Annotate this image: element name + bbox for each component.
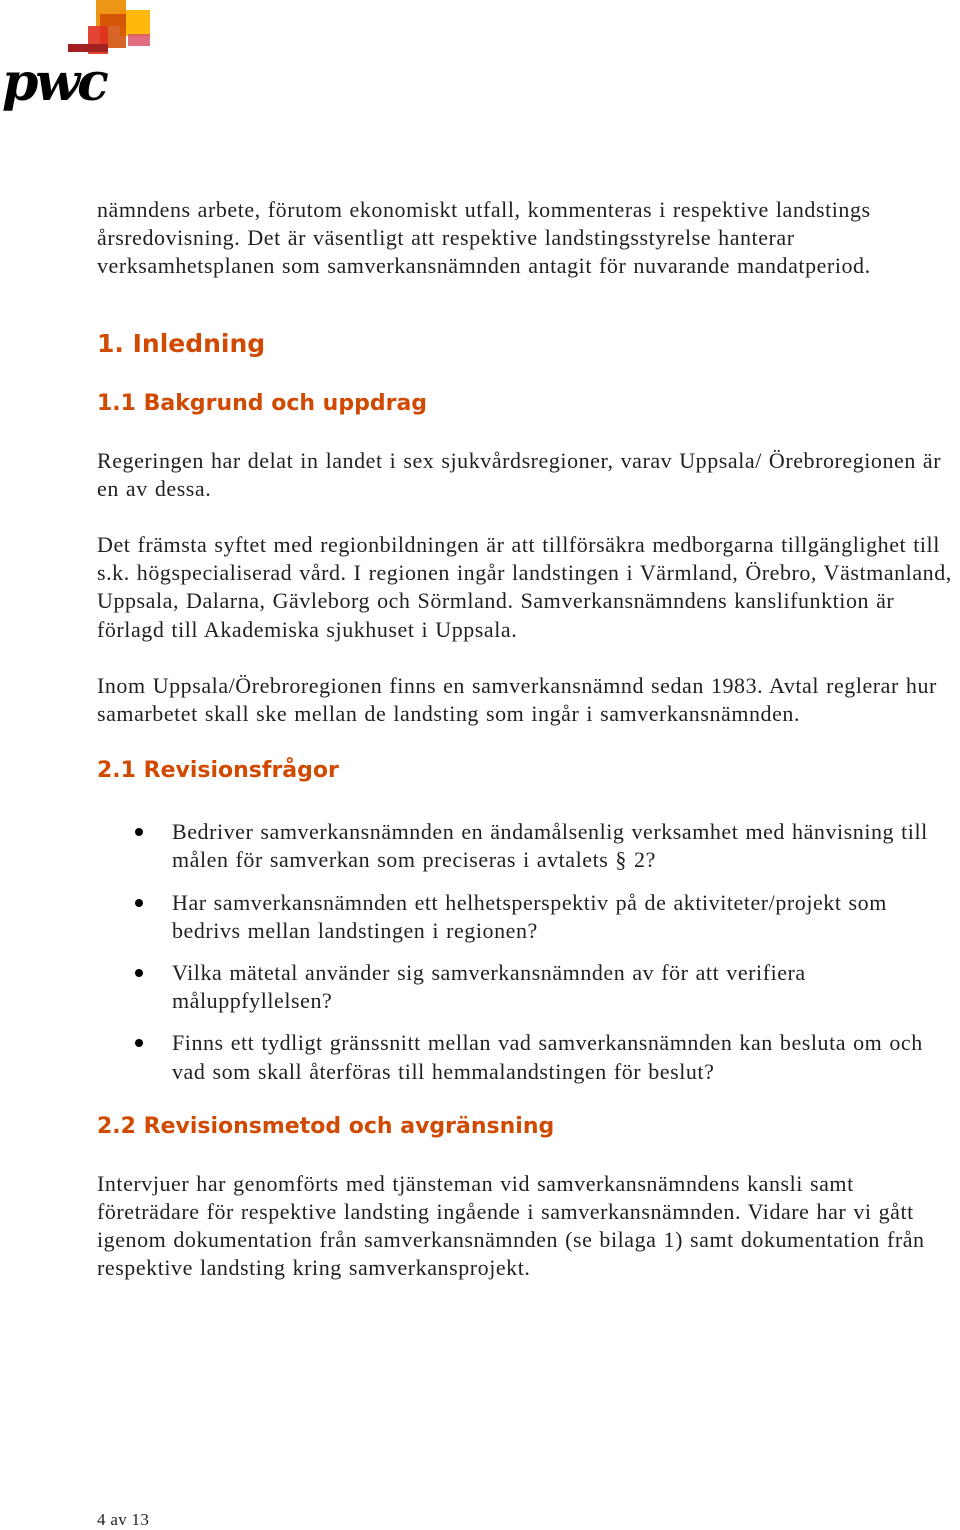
bakgrund-paragraph-2: Det främsta syftet med regionbildningen är att tillförsäkra medborgarna tillgänglighet till s.k. högspecialiserad vård. I regionen ingår landstingen i Värmland, Örebro, Västmanland, Uppsala, Dalarna, Gävleborg och Sörmland. Samverkansnämndens kanslifunktion är förlagd till Akademiska sjukhuset i Uppsala.	[97, 532, 952, 642]
page-content	[97, 196, 957, 1283]
bullet-icon	[135, 1039, 143, 1047]
bullet-icon	[135, 828, 143, 836]
bullet-icon	[135, 969, 143, 977]
bakgrund-paragraph-3: Inom Uppsala/Örebroregionen finns en samverkansnämnd sedan 1983. Avtal reglerar hur samarbetet skall ske mellan de landsting som ingår i samverkansnämnden.	[97, 672, 937, 727]
question-text: Finns ett tydligt gränssnitt mellan vad samverkansnämnden kan besluta om och vad som skall återföras till hemmalandstingen för beslut?	[172, 1030, 923, 1084]
list-item	[97, 959, 957, 1015]
page-number: 4 av 13	[97, 1510, 150, 1529]
list-item	[97, 889, 957, 945]
revision-questions-list	[97, 818, 957, 1086]
question-text: Har samverkansnämnden ett helhetsperspektiv på de aktiviteter/projekt som bedrivs mellan landstingen i regionen?	[172, 889, 887, 943]
bullet-icon	[135, 899, 143, 907]
subsection-heading-bakgrund: 1.1 Bakgrund och uppdrag	[97, 390, 428, 416]
logo-wordmark: pwc	[2, 52, 106, 113]
pwc-logo	[0, 0, 160, 120]
bakgrund-paragraph-1: Regeringen har delat in landet i sex sjukvårdsregioner, varav Uppsala/ Örebroregionen är en av dessa.	[97, 447, 942, 501]
question-text: Vilka mätetal använder sig samverkansnämnden av för att verifiera måluppfyllelsen?	[172, 960, 806, 1014]
subsection-heading-revisionsmetod: 2.2 Revisionsmetod och avgränsning	[97, 1113, 555, 1139]
list-item	[97, 1029, 957, 1085]
revisionsmetod-paragraph: Intervjuer har genomförts med tjänsteman vid samverkansnämndens kansli samt företrädare för respektive landsting ingående i samverkansnämnden. Vidare har vi gått igenom dokumentation från samverkansnämnden (se bilaga 1) samt dokumentation från respektive landsting kring samverkansprojekt.	[97, 1170, 925, 1281]
question-text: Bedriver samverkansnämnden en ändamålsenlig verksamhet med hänvisning till målen för samverkan som preciseras i avtalets § 2?	[172, 819, 928, 873]
logo-bar-dark	[68, 44, 108, 52]
section-heading-inledning: 1. Inledning	[97, 328, 266, 358]
intro-paragraph: nämndens arbete, förutom ekonomiskt utfall, kommenteras i respektive landstings årsredovisning. Det är väsentligt att respektive landstingsstyrelse hanterar verksamhetsplanen som samverkansnämnden antagit för nuvarande mandatperiod.	[97, 197, 871, 279]
subsection-heading-revisionsfragor: 2.1 Revisionsfrågor	[97, 758, 339, 784]
logo-block-rose	[128, 34, 150, 46]
list-item	[97, 818, 957, 874]
